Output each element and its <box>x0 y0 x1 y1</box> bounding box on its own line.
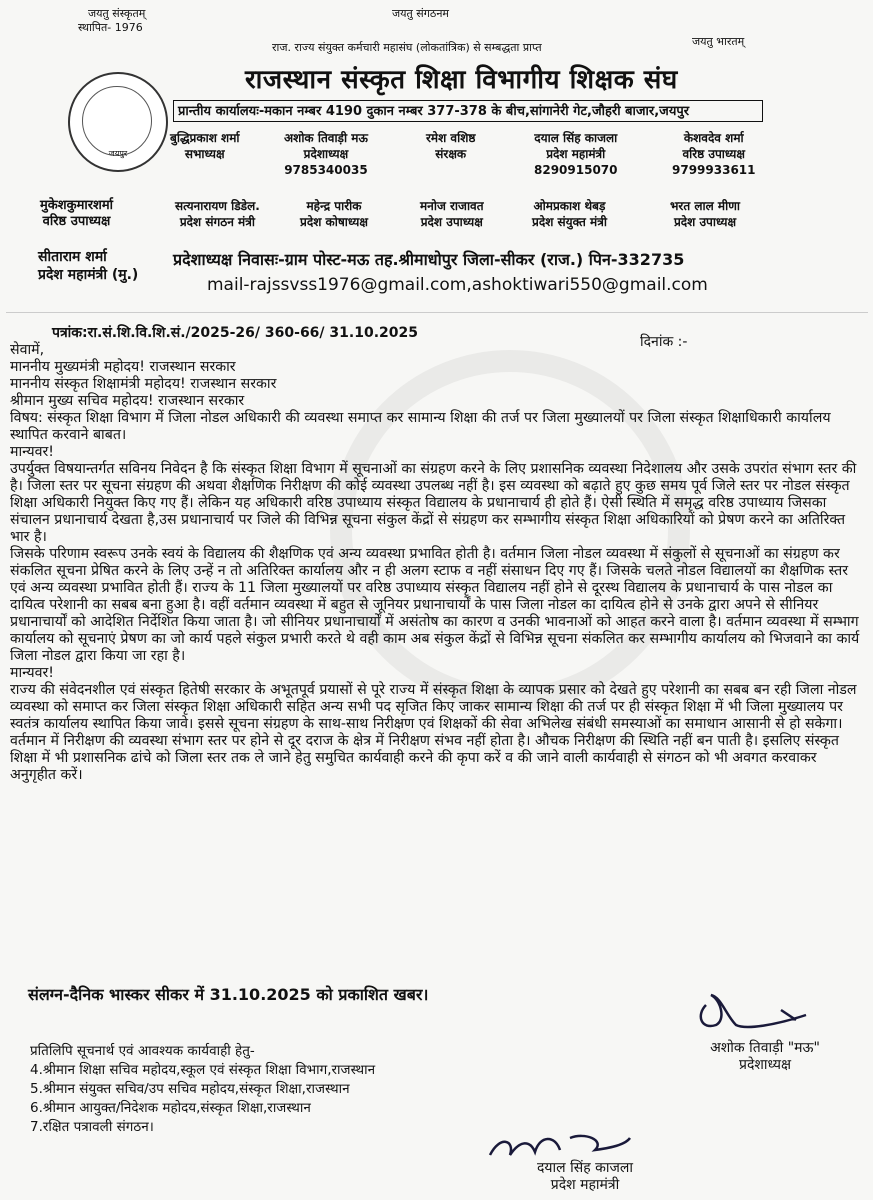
motto-left: जयतु संस्कृतम् <box>88 7 146 20</box>
attachment-note: संलग्न-दैनिक भास्कर सीकर में 31.10.2025 को प्रकाशित खबर। <box>28 985 429 1004</box>
office-bearer: मुकेशकुमारशर्मा वरिष्ठ उपाध्यक्ष <box>40 198 114 229</box>
recipient: माननीय संस्कृत शिक्षामंत्री महोदय! राजस्थान सरकार <box>10 376 277 392</box>
date-label: दिनांक :- <box>640 334 688 350</box>
greeting: मान्यवर! <box>10 665 54 681</box>
office-bearer: दयाल सिंह काजला प्रदेश महामंत्री 8290915070 <box>534 131 618 177</box>
letter-body <box>10 342 865 784</box>
reference-number: पत्रांक:रा.सं.शि.वि.शि.सं./2025-26/ 360-66/ 31.10.2025 <box>52 325 418 341</box>
office-bearer: अशोक तिवाड़ी मऊ प्रदेशाध्यक्ष 9785340035 <box>284 131 368 177</box>
contact-email: mail-rajssvss1976@gmail.com,ashoktiwari550@gmail.com <box>207 275 708 295</box>
motto-center: जयतु संगठनम <box>392 7 450 20</box>
paragraph: राज्य की संवेदनशील एवं संस्कृत हितेषी सरकार के अभूतपूर्व प्रयासों से पूरे राज्य में संस्कृत शिक्षा के व्यापक प्रसार को देखते हुए परेशानी का सबब बन रही जिला नोडल व्यवस्था को समाप्त कर जिला संस्कृत शिक्षा अधिकारी सहित अन्य सभी पद सृजित किए जाकर सामान्य शिक्षा की तर्ज पर ही संस्कृत शिक्षा में भी जिला मुख्यालय पर स्वतंत्र कार्यालय स्थापित किया जावे। इससे सूचना संग्रहण के साथ-साथ निरीक्षण एवं शिक्षकों की सेवा अभिलेख संबंधी समस्याओं का समाधान आसानी से हो सकेगा। वर्तमान में निरीक्षण की व्यवस्था संभाग स्तर पर होने से दूर दराज के क्षेत्र में निरीक्षण संभव नहीं होता है। औचक निरीक्षण की स्थिति नहीं बन पाती है। इसलिए संस्कृत शिक्षा में भी प्रशासनिक ढांचे को जिला स्तर तक ले जाने हेतु समुचित कार्यवाही करने की कृपा करें व की जाने वाली कार्यवाही से संगठन को भी अवगत करवाकर अनुगृहीत करें। <box>10 682 857 783</box>
organization-logo-icon: जयपुर <box>68 72 168 172</box>
greeting: मान्यवर! <box>10 444 54 460</box>
subject: विषय: संस्कृत शिक्षा विभाग में जिला नोडल अधिकारी की व्यवस्था समाप्त कर सामान्य शिक्षा की तर्ज पर जिला मुख्यालयों पर जिला संस्कृत शिक्षाधिकारी कार्यालय स्थापित करवाने बाबत। <box>10 410 831 443</box>
office-bearer: बुद्धिप्रकाश शर्मा सभाध्यक्ष <box>170 131 240 161</box>
office-bearer: मनोज राजावत प्रदेश उपाध्यक्ष <box>420 199 484 229</box>
office-bearer: केशवदेव शर्मा वरिष्ठ उपाध्यक्ष 9799933611 <box>672 131 756 177</box>
motto-right: जयतु भारतम् <box>692 35 745 48</box>
office-bearer: रमेश वशिष्ठ संरक्षक <box>426 131 476 161</box>
president-residence: प्रदेशाध्यक्ष निवासः-ग्राम पोस्ट-मऊ तह.श्रीमाधोपुर जिला-सीकर (राज.) पिन-332735 <box>173 250 685 269</box>
established: स्थापित- 1976 <box>78 21 143 34</box>
office-bearer: भरत लाल मीणा प्रदेश उपाध्यक्ष <box>670 199 740 229</box>
office-bearer: सीताराम शर्मा प्रदेश महामंत्री (मु.) <box>38 249 139 283</box>
office-bearer: सत्यनारायण डिडेल. प्रदेश संगठन मंत्री <box>175 199 260 229</box>
paragraph: जिसके परिणाम स्वरूप उनके स्वयं के विद्यालय की शैक्षणिक एवं अन्य व्यवस्था प्रभावित होती है। वर्तमान जिला नोडल व्यवस्था में संकुलों से सूचनाओं का संग्रहण कर संकलित सूचना प्रेषित करने के लिए उन्हें न तो अतिरिक्त कार्यालय और न ही अलग स्टाफ व नहीं संसाधन दिए गए हैं। जिसके चलते नोडल विद्यालयों का शैक्षणिक स्तर एवं अन्य व्यवस्था प्रभावित होती हैं। राज्य के 11 जिला मुख्यालयों पर वरिष्ठ उपाध्याय संस्कृत विद्यालय नहीं होने से दूरस्थ विद्यालय के प्रधानाचार्य के पास नोडल का दायित्व परेशानी का सबब बना हुआ है। वहीं वर्तमान व्यवस्था में बहुत से जूनियर प्रधानाचार्यों के पास जिला नोडल का दायित्व होने से उनके द्वारा अपने से सीनियर प्रधानाचार्यों को आदेशित निर्देशित किया जाता है। जो सीनियर प्रधानाचार्यों में असंतोष का कारण व उनकी भावनाओं को आहत करने वाला है। वर्तमान व्यवस्था में सम्भाग कार्यालय को सूचनाएं प्रेषण का जो कार्य पहले संकुल प्रभारी करते थे वही काम अब संकुल केंद्रों से विभिन्न सूचना संकलित कर सम्भागीय कार्यालय को भिजवाने का कार्य जिला नोडल द्वारा किया जा रहा है। <box>10 546 860 664</box>
affiliation: राज. राज्य संयुक्त कर्मचारी महासंघ (लोकतांत्रिक) से सम्बद्धता प्राप्त <box>272 41 542 54</box>
paragraph: उपर्युक्त विषयान्तर्गत सविनय निवेदन है कि संस्कृत शिक्षा विभाग में सूचनाओं का संग्रहण करने के लिए प्रशासनिक व्यवस्था निदेशालय और उसके उपरांत संभाग स्तर की है। जिला स्तर पर सूचना संग्रहण की अथवा शैक्षणिक निरीक्षण की कोई व्यवस्था उपलब्ध नहीं है। इस व्यवस्था को बढ़ाते हुए कुछ समय पूर्व जिले स्तर पर नोडल संस्कृत शिक्षा अधिकारी नियुक्त किए गए हैं। लेकिन यह अधिकारी वरिष्ठ उपाध्याय संस्कृत विद्यालय के प्रधानाचार्य ही होते हैं। ऐसी स्थिति में समृद्ध वरिष्ठ उपाध्याय जिसका संचालन प्रधानाचार्य देखता है,उस प्रधानाचार्य पर जिले की विभिन्न सूचना संकुल केंद्रों से संग्रहण कर सम्भागीय संस्कृत शिक्षा अधिकारियों को प्रेषण करने का अतिरिक्त भार है। <box>10 461 857 545</box>
copy-list: प्रतिलिपि सूचनार्थ एवं आवश्यक कार्यवाही हेतु- 4.श्रीमान शिक्षा सचिव महोदय,स्कूल एवं संस्कृत शिक्षा विभाग,राजस्थान 5.श्रीमान संयुक्त सचिव/उप सचिव महोदय,संस्कृत शिक्षा,राजस्थान 6.श्रीमान आयुक्त/निदेशक महोदय,संस्कृत शिक्षा,राजस्थान 7.रक्षित पत्रावली संगठन। <box>30 1043 376 1135</box>
office-bearer: महेन्द्र पारीक प्रदेश कोषाध्यक्ष <box>300 199 368 229</box>
signatory-1: अशोक तिवाड़ी "मऊ" प्रदेशाध्यक्ष <box>710 1040 820 1073</box>
office-address: प्रान्तीय कार्यालयः-मकान नम्बर 4190 दुकान नम्बर 377-378 के बीच,सांगानेरी गेट,जौहरी बाजार,जयपुर <box>173 100 763 122</box>
header-divider <box>6 312 868 313</box>
organization-title: राजस्थान संस्कृत शिक्षा विभागीय शिक्षक संघ <box>245 65 678 95</box>
signatory-2: दयाल सिंह काजला प्रदेश महामंत्री <box>537 1160 633 1193</box>
office-bearer: ओमप्रकाश थेबड़ प्रदेश संयुक्त मंत्री <box>532 199 607 229</box>
signature-icon <box>686 985 816 1045</box>
recipient: श्रीमान मुख्य सचिव महोदय! राजस्थान सरकार <box>10 393 245 409</box>
salutation: सेवामें, <box>10 342 45 358</box>
recipient: माननीय मुख्यमंत्री महोदय! राजस्थान सरकार <box>10 359 236 375</box>
